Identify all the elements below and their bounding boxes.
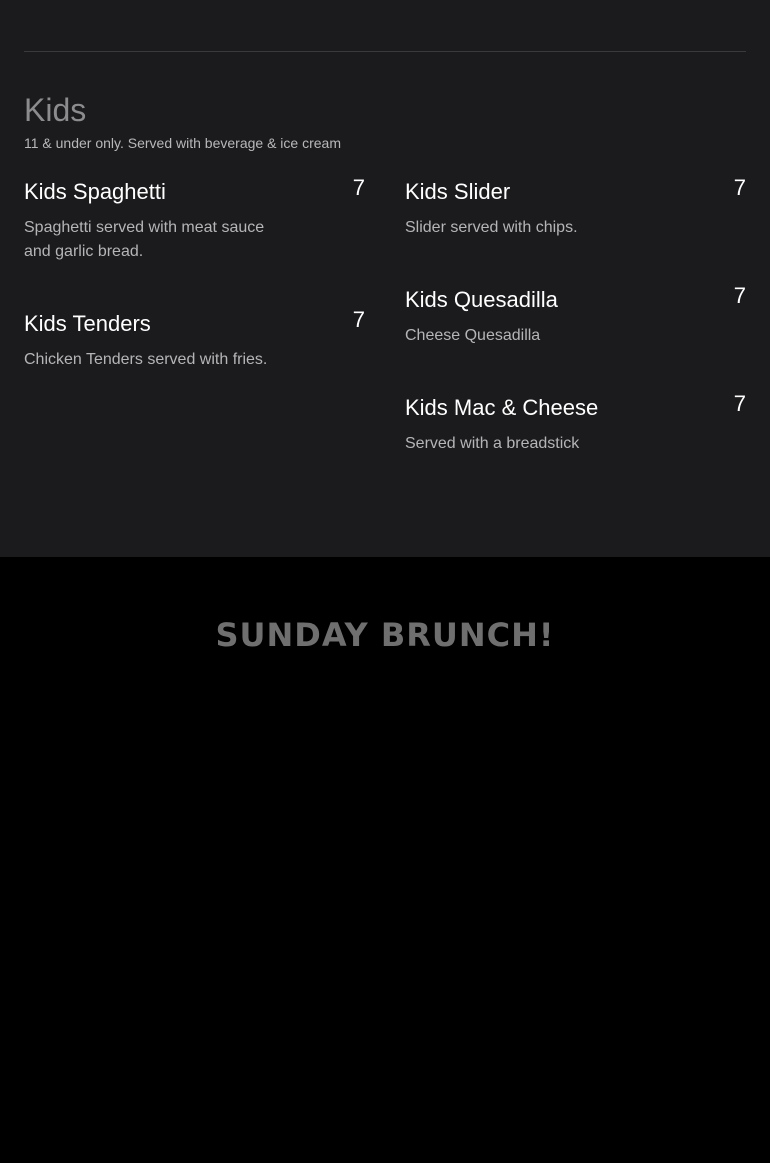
menu-item-price: 7: [352, 307, 365, 332]
menu-item: [24, 174, 365, 306]
menu-item-price: 7: [733, 175, 746, 200]
kids-menu-section: [0, 0, 770, 557]
menu-item: [405, 282, 746, 390]
brunch-section: [0, 557, 770, 1163]
menu-item-name: Kids Tenders: [24, 311, 151, 336]
menu-item-name: Kids Slider: [405, 179, 511, 204]
menu-item-description: Cheese Quesadilla: [405, 327, 541, 344]
brunch-title: SUNDAY BRUNCH!: [215, 616, 555, 654]
menu-item-name: Kids Spaghetti: [24, 179, 166, 204]
menu-item-price: 7: [352, 175, 365, 200]
section-divider: [24, 51, 746, 52]
menu-item: [24, 306, 365, 438]
menu-item-description: Slider served with chips.: [405, 219, 578, 236]
menu-column-left: [24, 174, 365, 438]
menu-item-description: Served with a breadstick: [405, 435, 580, 452]
menu-item-name: Kids Quesadilla: [405, 287, 558, 312]
menu-item-price: 7: [733, 283, 746, 308]
menu-item: [405, 174, 746, 282]
section-title: Kids: [24, 92, 87, 128]
menu-column-right: [405, 174, 746, 498]
menu-item-price: 7: [733, 391, 746, 416]
section-note: 11 & under only. Served with beverage & ice cream: [24, 135, 341, 151]
menu-item-description: Chicken Tenders served with fries.: [24, 351, 268, 368]
menu-item-description: Spaghetti served with meat sauce and garlic bread.: [24, 219, 265, 260]
menu-item: [405, 390, 746, 498]
menu-item-name: Kids Mac & Cheese: [405, 395, 599, 420]
